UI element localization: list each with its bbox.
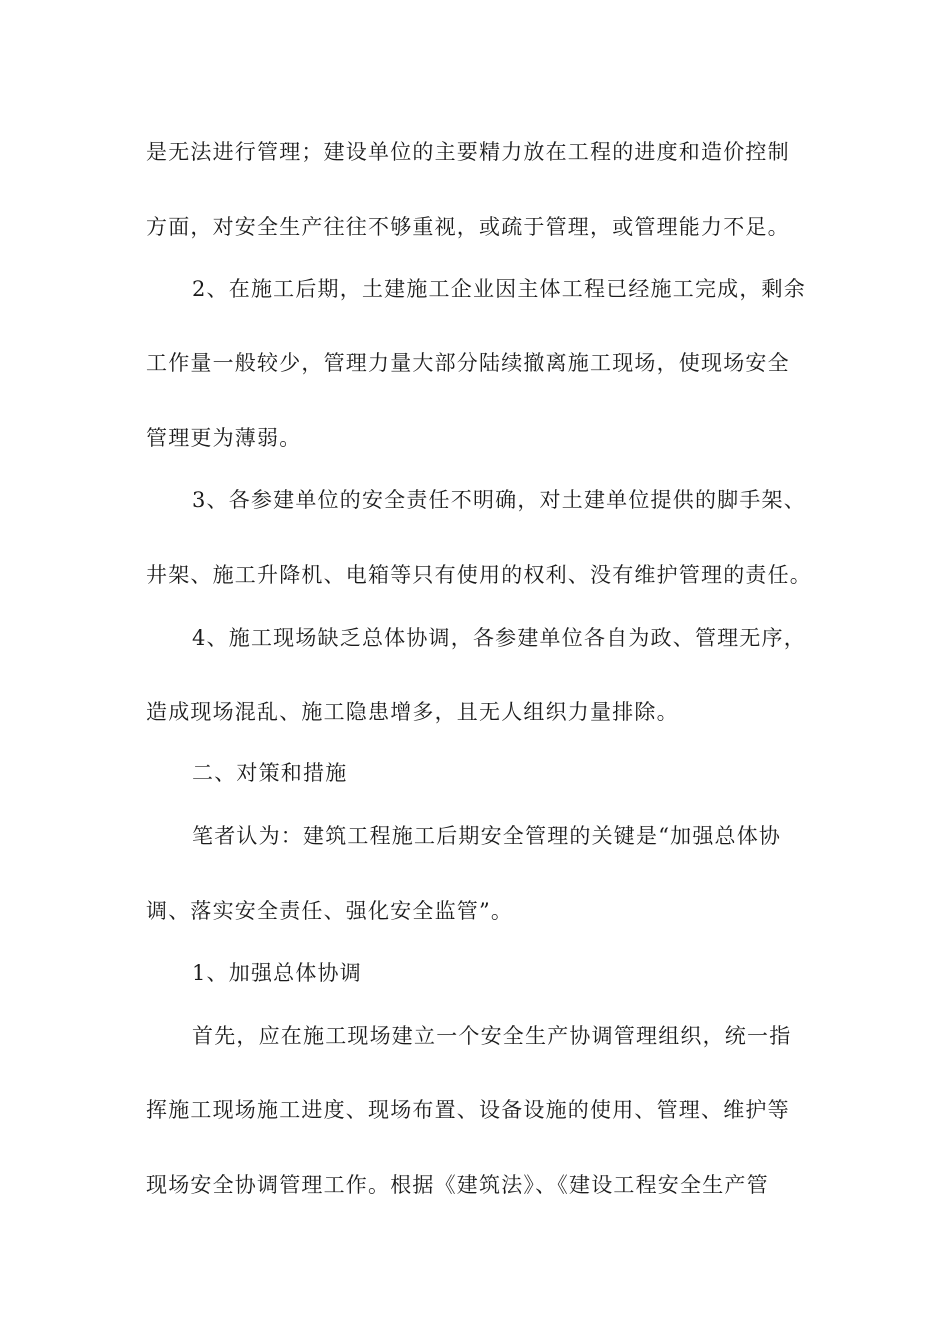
- text-line-6: 3、各参建单位的安全责任不明确，对土建单位提供的脚手架、: [192, 488, 806, 512]
- text-line-12: 调、落实安全责任、强化安全监管”。: [146, 899, 514, 923]
- text-line-11: 笔者认为：建筑工程施工后期安全管理的关键是“加强总体协: [192, 824, 782, 848]
- text-line-1: 是无法进行管理；建设单位的主要精力放在工程的进度和造价控制: [146, 140, 790, 164]
- subsection-heading: 1、加强总体协调: [192, 961, 362, 985]
- text-line-3: 2、在施工后期，土建施工企业因主体工程已经施工完成，剩余: [192, 277, 806, 301]
- text-line-5: 管理更为薄弱。: [146, 426, 302, 450]
- text-line-16: 现场安全协调管理工作。根据《建筑法》、《建设工程安全生产管: [146, 1173, 769, 1197]
- text-line-2: 方面，对安全生产往往不够重视，或疏于管理，或管理能力不足。: [146, 215, 790, 239]
- text-line-8: 4、施工现场缺乏总体协调，各参建单位各自为政、管理无序，: [192, 626, 806, 650]
- text-line-9: 造成现场混乱、施工隐患增多，且无人组织力量排除。: [146, 700, 679, 724]
- text-line-14: 首先，应在施工现场建立一个安全生产协调管理组织，统一指: [192, 1024, 792, 1048]
- section-heading: 二、对策和措施: [192, 761, 348, 785]
- text-line-7: 井架、施工升降机、电箱等只有使用的权利、没有维护管理的责任。: [146, 563, 812, 587]
- text-line-4: 工作量一般较少，管理力量大部分陆续撤离施工现场，使现场安全: [146, 351, 790, 375]
- text-line-15: 挥施工现场施工进度、现场布置、设备设施的使用、管理、维护等: [146, 1098, 790, 1122]
